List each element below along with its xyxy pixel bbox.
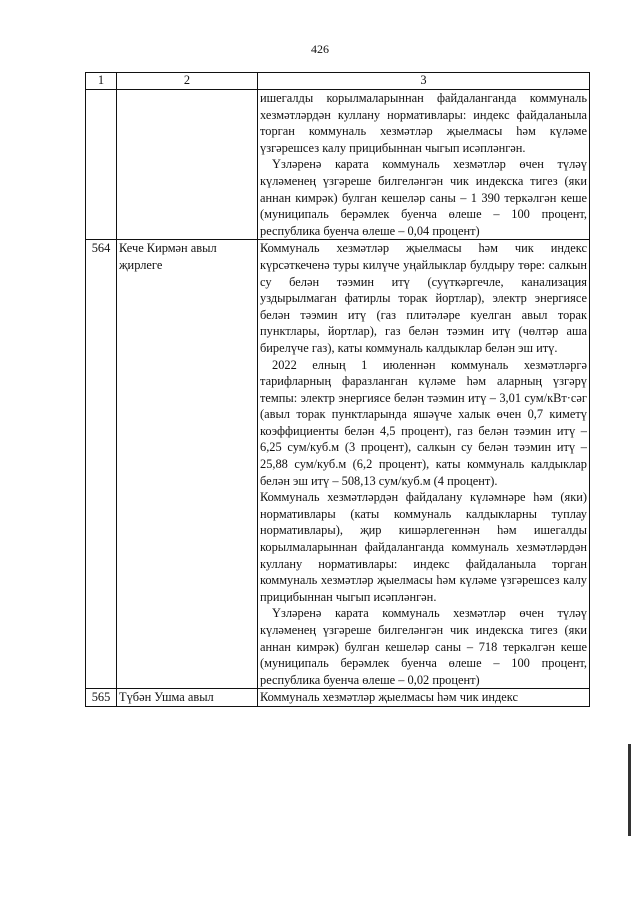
description-cell xyxy=(258,240,590,689)
row-number: 565 xyxy=(86,689,117,707)
settlement-name xyxy=(117,90,258,240)
table-row xyxy=(86,689,590,707)
paragraph: ишегалды корылмаларыннан файдаланганда коммуналь хезмәтләрдән куллану нормативлары: индекс файдаланыла торган коммуналь хезмәтләр җыелмасы һәм күләме үзгәрешсез калу прицибыннан чыгып исәпләнгән. xyxy=(260,91,587,155)
row-number: 564 xyxy=(86,240,117,689)
description-cell xyxy=(258,90,590,240)
column-header-1: 1 xyxy=(86,73,117,90)
paragraph: Үзләренә карата коммуналь хезмәтләр өчен түләү күләменең үзгәреше билгеләнгән чик индекска тигез (яки аннан кимрәк) булган кешеләр саны – 718 теркәлгән кеше (муниципаль берәмлек буенча өлеше – 100 процент, республика буенча өлеше – 0,02 процент) xyxy=(260,606,587,687)
page-number: 426 xyxy=(311,42,329,56)
paragraph: Коммуналь хезмәтләр җыелмасы һәм чик индекс күрсәткеченә туры килүче уңайлыклар булдыру төре: салкын су белән тәэмин итү (суүткәргечле, канализация уздырылмаган фатирлы торак йортлар), электр энергиясе белән тәэмин итү (газ плитәләре куелган авыл торак пунктлары, йортлар), газ белән тәэмин итү (чөлтәр аша бирелүче газ), каты коммуналь калдыклар белән эш итү. xyxy=(260,241,587,355)
paragraph: 2022 елның 1 июленнән коммуналь хезмәтләргә тарифларның фаразланган күләме һәм аларның үзгәрү темпы: электр энергиясе белән тәэмин итү – 3,01 сум/кВт·сәг (авыл торак пунктларында яшәүче халык өчен 0,7 киметү коэффициенты белән 4,5 процент), газ белән тәэмин итү – 6,25 сум/куб.м (3 процент), салкын су белән тәэмин итү – 25,88 сум/куб.м (6,2 процент), каты коммуналь калдыклар белән эш итү – 508,13 сум/куб.м (4 процент). xyxy=(260,357,587,488)
scan-edge-mark xyxy=(628,744,631,836)
description-cell xyxy=(258,689,590,707)
table-row xyxy=(86,240,590,689)
row-number xyxy=(86,90,117,240)
table-row xyxy=(86,90,590,240)
document-table xyxy=(85,72,590,707)
paragraph: Коммуналь хезмәтләр җыелмасы һәм чик индекс xyxy=(260,690,518,705)
paragraph: Коммуналь хезмәтләрдән файдалану күләмнәре һәм (яки) нормативлары (каты коммуналь калдыкларны туплау нормативлары), җир кишәрлегеннән һәм ишегалды корылмаларыннан файдаланганда коммуналь хезмәтләрдән куллану нормативлары: индекс файдаланыла торган коммуналь хезмәтләр җыелмасы һәм күләме үзгәрешсез калу прицибыннан чыгып исәпләнгән. xyxy=(260,490,587,604)
settlement-name: Түбән Ушма авыл xyxy=(117,689,258,707)
column-header-2: 2 xyxy=(117,73,258,90)
settlement-name: Кече Кирмән авыл җирлеге xyxy=(117,240,258,689)
column-header-3: 3 xyxy=(258,73,590,90)
paragraph: Үзләренә карата коммуналь хезмәтләр өчен түләү күләменең үзгәреше билгеләнгән чик индекска тигез (яки аннан кимрәк) булган кешеләр саны – 1 390 теркәлгән кеше (муниципаль берәмлек буенча өлеше – 100 процент, республика буенча өлеше – 0,04 процент) xyxy=(260,157,587,238)
table-header-row xyxy=(86,73,590,90)
